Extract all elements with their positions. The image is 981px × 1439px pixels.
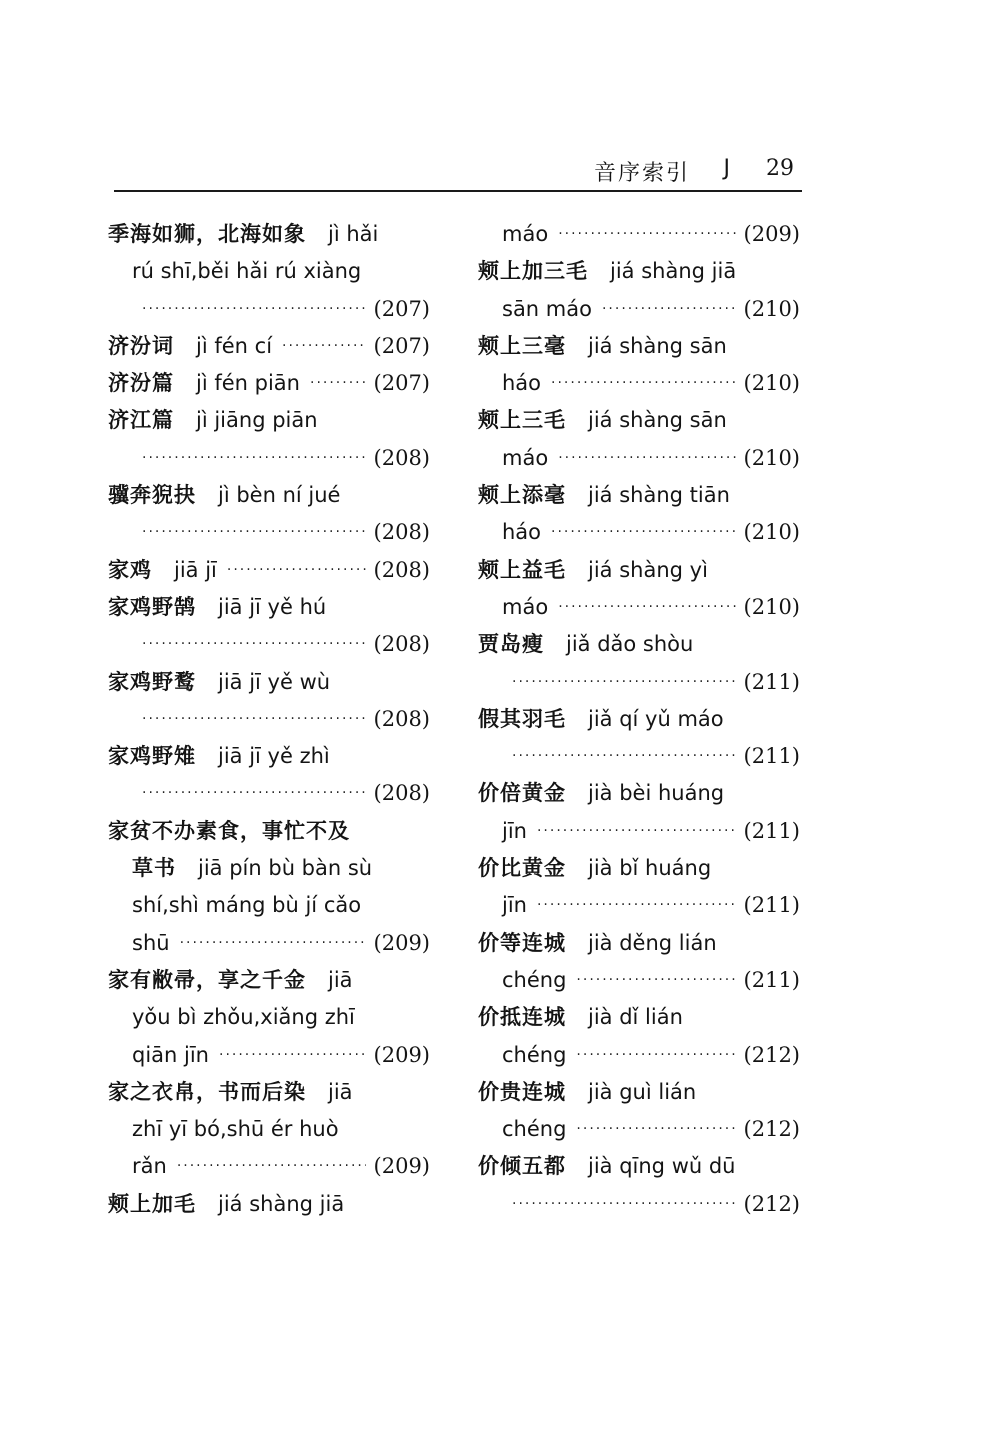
pinyin-text: jiā pín bù bàn sù (198, 856, 373, 881)
pinyin-text: jiā jī yě wù (218, 669, 331, 694)
leader-dots (180, 925, 366, 962)
idiom-text: 价比黄金 (478, 856, 566, 881)
leader-dots (602, 291, 736, 328)
leader-dots (177, 1148, 366, 1185)
idiom-text: 济江篇 (108, 408, 174, 433)
pinyin-text: jiā jī (174, 557, 217, 582)
pinyin-text: jì hǎi (328, 222, 379, 246)
page-ref: (210) (743, 445, 800, 470)
pinyin-text: jiá shàng tiān (588, 483, 730, 508)
leader-dots (512, 664, 736, 701)
index-entry (108, 477, 430, 552)
pinyin-text: háo (502, 371, 542, 396)
pinyin-text: shí,shì máng bù jí cǎo (132, 893, 362, 918)
page-ref: (208) (373, 781, 430, 806)
pinyin-text: jiá shàng sān (588, 333, 727, 358)
index-entry (108, 1074, 430, 1186)
pinyin-text: rǎn (132, 1154, 167, 1179)
pinyin-text: chéng (502, 1117, 567, 1142)
pinyin-text: máo (502, 445, 549, 470)
page-ref: (212) (743, 1191, 800, 1216)
pinyin-text: jià děng lián (588, 930, 717, 955)
page-number: 29 (766, 156, 794, 181)
page-ref: (208) (373, 706, 430, 731)
index-entry (478, 552, 800, 627)
page-ref: (211) (743, 669, 800, 694)
leader-dots (512, 1186, 736, 1223)
pinyin-text: jiā jī yě zhì (218, 744, 330, 769)
idiom-text: 假其羽毛 (478, 706, 566, 731)
leader-dots (551, 365, 736, 402)
idiom-text: 家贫不办素食，事忙不及 (108, 818, 350, 843)
page-ref: (210) (743, 371, 800, 396)
page-ref: (208) (373, 632, 430, 657)
page-ref: (209) (373, 1042, 430, 1067)
idiom-text: 家之衣帛，书而后染 (108, 1079, 306, 1104)
idiom-text: 价倍黄金 (478, 781, 566, 806)
pinyin-text: yǒu bì zhǒu,xiǎng zhī (132, 1005, 355, 1030)
pinyin-text: zhī yī bó,shū ér huò (132, 1117, 339, 1142)
leader-dots (576, 962, 735, 999)
pinyin-text: jiā (328, 967, 353, 992)
page-ref: (211) (743, 744, 800, 769)
pinyin-text: chéng (502, 967, 567, 992)
pinyin-text: jià guì lián (588, 1079, 697, 1104)
pinyin-text: jià qīng wǔ dū (588, 1154, 736, 1179)
idiom-text: 家鸡野鹄 (108, 594, 196, 619)
pinyin-text: jīn (502, 818, 527, 843)
idiom-text: 颊上益毛 (478, 557, 566, 582)
index-letter: J (723, 156, 730, 181)
pinyin-text: jià bǐ huáng (588, 856, 712, 881)
pinyin-text: jiá shàng jiā (610, 259, 737, 284)
pinyin-text: shū (132, 930, 170, 955)
idiom-text: 家鸡野鹜 (108, 669, 196, 694)
leader-dots (576, 1111, 735, 1148)
index-entry (108, 552, 430, 589)
page-ref: (210) (743, 594, 800, 619)
idiom-text: 颊上添毫 (478, 483, 566, 508)
index-entry (478, 701, 800, 776)
idiom-text: 颊上加毛 (108, 1191, 196, 1216)
leader-dots (537, 813, 736, 850)
idiom-text: 季海如狮，北海如象 (108, 222, 306, 246)
pinyin-text: jiá shàng yì (588, 557, 708, 582)
index-entry (478, 402, 800, 477)
leader-dots (142, 701, 366, 738)
page-ref: (212) (743, 1117, 800, 1142)
index-entry (108, 1186, 430, 1223)
leader-dots (512, 738, 736, 775)
index-entry (478, 999, 800, 1074)
pinyin-text: jì fén piān (196, 371, 300, 396)
idiom-text: 家鸡野雉 (108, 744, 196, 769)
index-entry (478, 626, 800, 701)
idiom-text: 价抵连城 (478, 1005, 566, 1030)
pinyin-text: sān máo (502, 296, 592, 321)
index-entry (478, 253, 800, 328)
leader-dots (227, 552, 366, 589)
pinyin-text: máo (502, 594, 549, 619)
pinyin-text: háo (502, 520, 542, 545)
pinyin-text: jiǎ dǎo shòu (566, 632, 694, 657)
pinyin-text: jiá shàng jiā (218, 1191, 345, 1216)
index-entry (108, 962, 430, 1074)
pinyin-text: jià bèi huáng (588, 781, 725, 806)
leader-dots (142, 291, 366, 328)
index-entry (108, 328, 430, 365)
idiom-text: 家鸡 (108, 557, 152, 582)
pinyin-text: qiān jīn (132, 1042, 209, 1067)
idiom-text: 草书 (132, 856, 176, 881)
index-entry (478, 477, 800, 552)
page-header (114, 150, 802, 192)
pinyin-text: jiā (328, 1079, 353, 1104)
leader-dots (142, 440, 366, 477)
page-ref: (212) (743, 1042, 800, 1067)
leader-dots (537, 887, 736, 924)
page-ref: (208) (373, 445, 430, 470)
index-entry (108, 365, 430, 402)
pinyin-text: chéng (502, 1042, 567, 1067)
idiom-text: 贾岛瘦 (478, 632, 544, 657)
page-ref: (207) (373, 296, 430, 321)
page-ref: (210) (743, 520, 800, 545)
leader-dots (142, 775, 366, 812)
page-ref: (211) (743, 967, 800, 992)
leader-dots (558, 589, 735, 626)
idiom-text: 颊上三毛 (478, 408, 566, 433)
idiom-text: 颊上三毫 (478, 333, 566, 358)
index-entry (108, 589, 430, 664)
page-ref: (209) (743, 222, 800, 246)
page-ref: (207) (373, 371, 430, 396)
index-column-right (478, 216, 800, 1223)
pinyin-text: jīn (502, 893, 527, 918)
idiom-text: 价贵连城 (478, 1079, 566, 1104)
index-entry (108, 402, 430, 477)
pinyin-text: jiǎ qí yǔ máo (588, 706, 724, 731)
page-ref: (207) (373, 333, 430, 358)
leader-dots (310, 365, 366, 402)
index-entry (478, 1074, 800, 1149)
page-ref: (211) (743, 818, 800, 843)
idiom-text: 济汾词 (108, 333, 174, 358)
pinyin-text: máo (502, 222, 549, 246)
page-ref: (210) (743, 296, 800, 321)
leader-dots (142, 626, 366, 663)
pinyin-text: rú shī,běi hǎi rú xiàng (132, 259, 362, 284)
idiom-text: 家有敝帚，享之千金 (108, 967, 306, 992)
index-entry-continued (478, 216, 800, 253)
index-column-left (108, 216, 430, 1223)
leader-dots (282, 328, 366, 365)
index-entry (478, 1148, 800, 1223)
index-entry (108, 813, 430, 962)
idiom-text: 价倾五都 (478, 1154, 566, 1179)
page-ref: (208) (373, 520, 430, 545)
pinyin-text: jiá shàng sān (588, 408, 727, 433)
index-entry (108, 664, 430, 739)
pinyin-text: jì bèn ní jué (218, 483, 341, 508)
page-ref: (211) (743, 893, 800, 918)
section-title: 音序索引 (593, 161, 690, 186)
leader-dots (558, 216, 735, 253)
leader-dots (219, 1037, 366, 1074)
leader-dots (551, 514, 736, 551)
index-entry (478, 925, 800, 1000)
leader-dots (142, 514, 366, 551)
idiom-text: 颊上加三毛 (478, 259, 588, 284)
index-entry (108, 216, 430, 328)
index-entry (108, 738, 430, 813)
index-entry (478, 775, 800, 850)
idiom-text: 价等连城 (478, 930, 566, 955)
idiom-text: 济汾篇 (108, 371, 174, 396)
pinyin-text: jià dǐ lián (588, 1005, 683, 1030)
page-ref: (209) (373, 1154, 430, 1179)
pinyin-text: jì fén cí (196, 333, 273, 358)
page-ref: (208) (373, 557, 430, 582)
leader-dots (558, 440, 735, 477)
pinyin-text: jiā jī yě hú (218, 594, 327, 619)
page-ref: (209) (373, 930, 430, 955)
index-entry (478, 850, 800, 925)
index-entry (478, 328, 800, 403)
pinyin-text: jì jiāng piān (196, 408, 318, 433)
idiom-text: 骥奔猊抉 (108, 483, 196, 508)
leader-dots (576, 1037, 735, 1074)
